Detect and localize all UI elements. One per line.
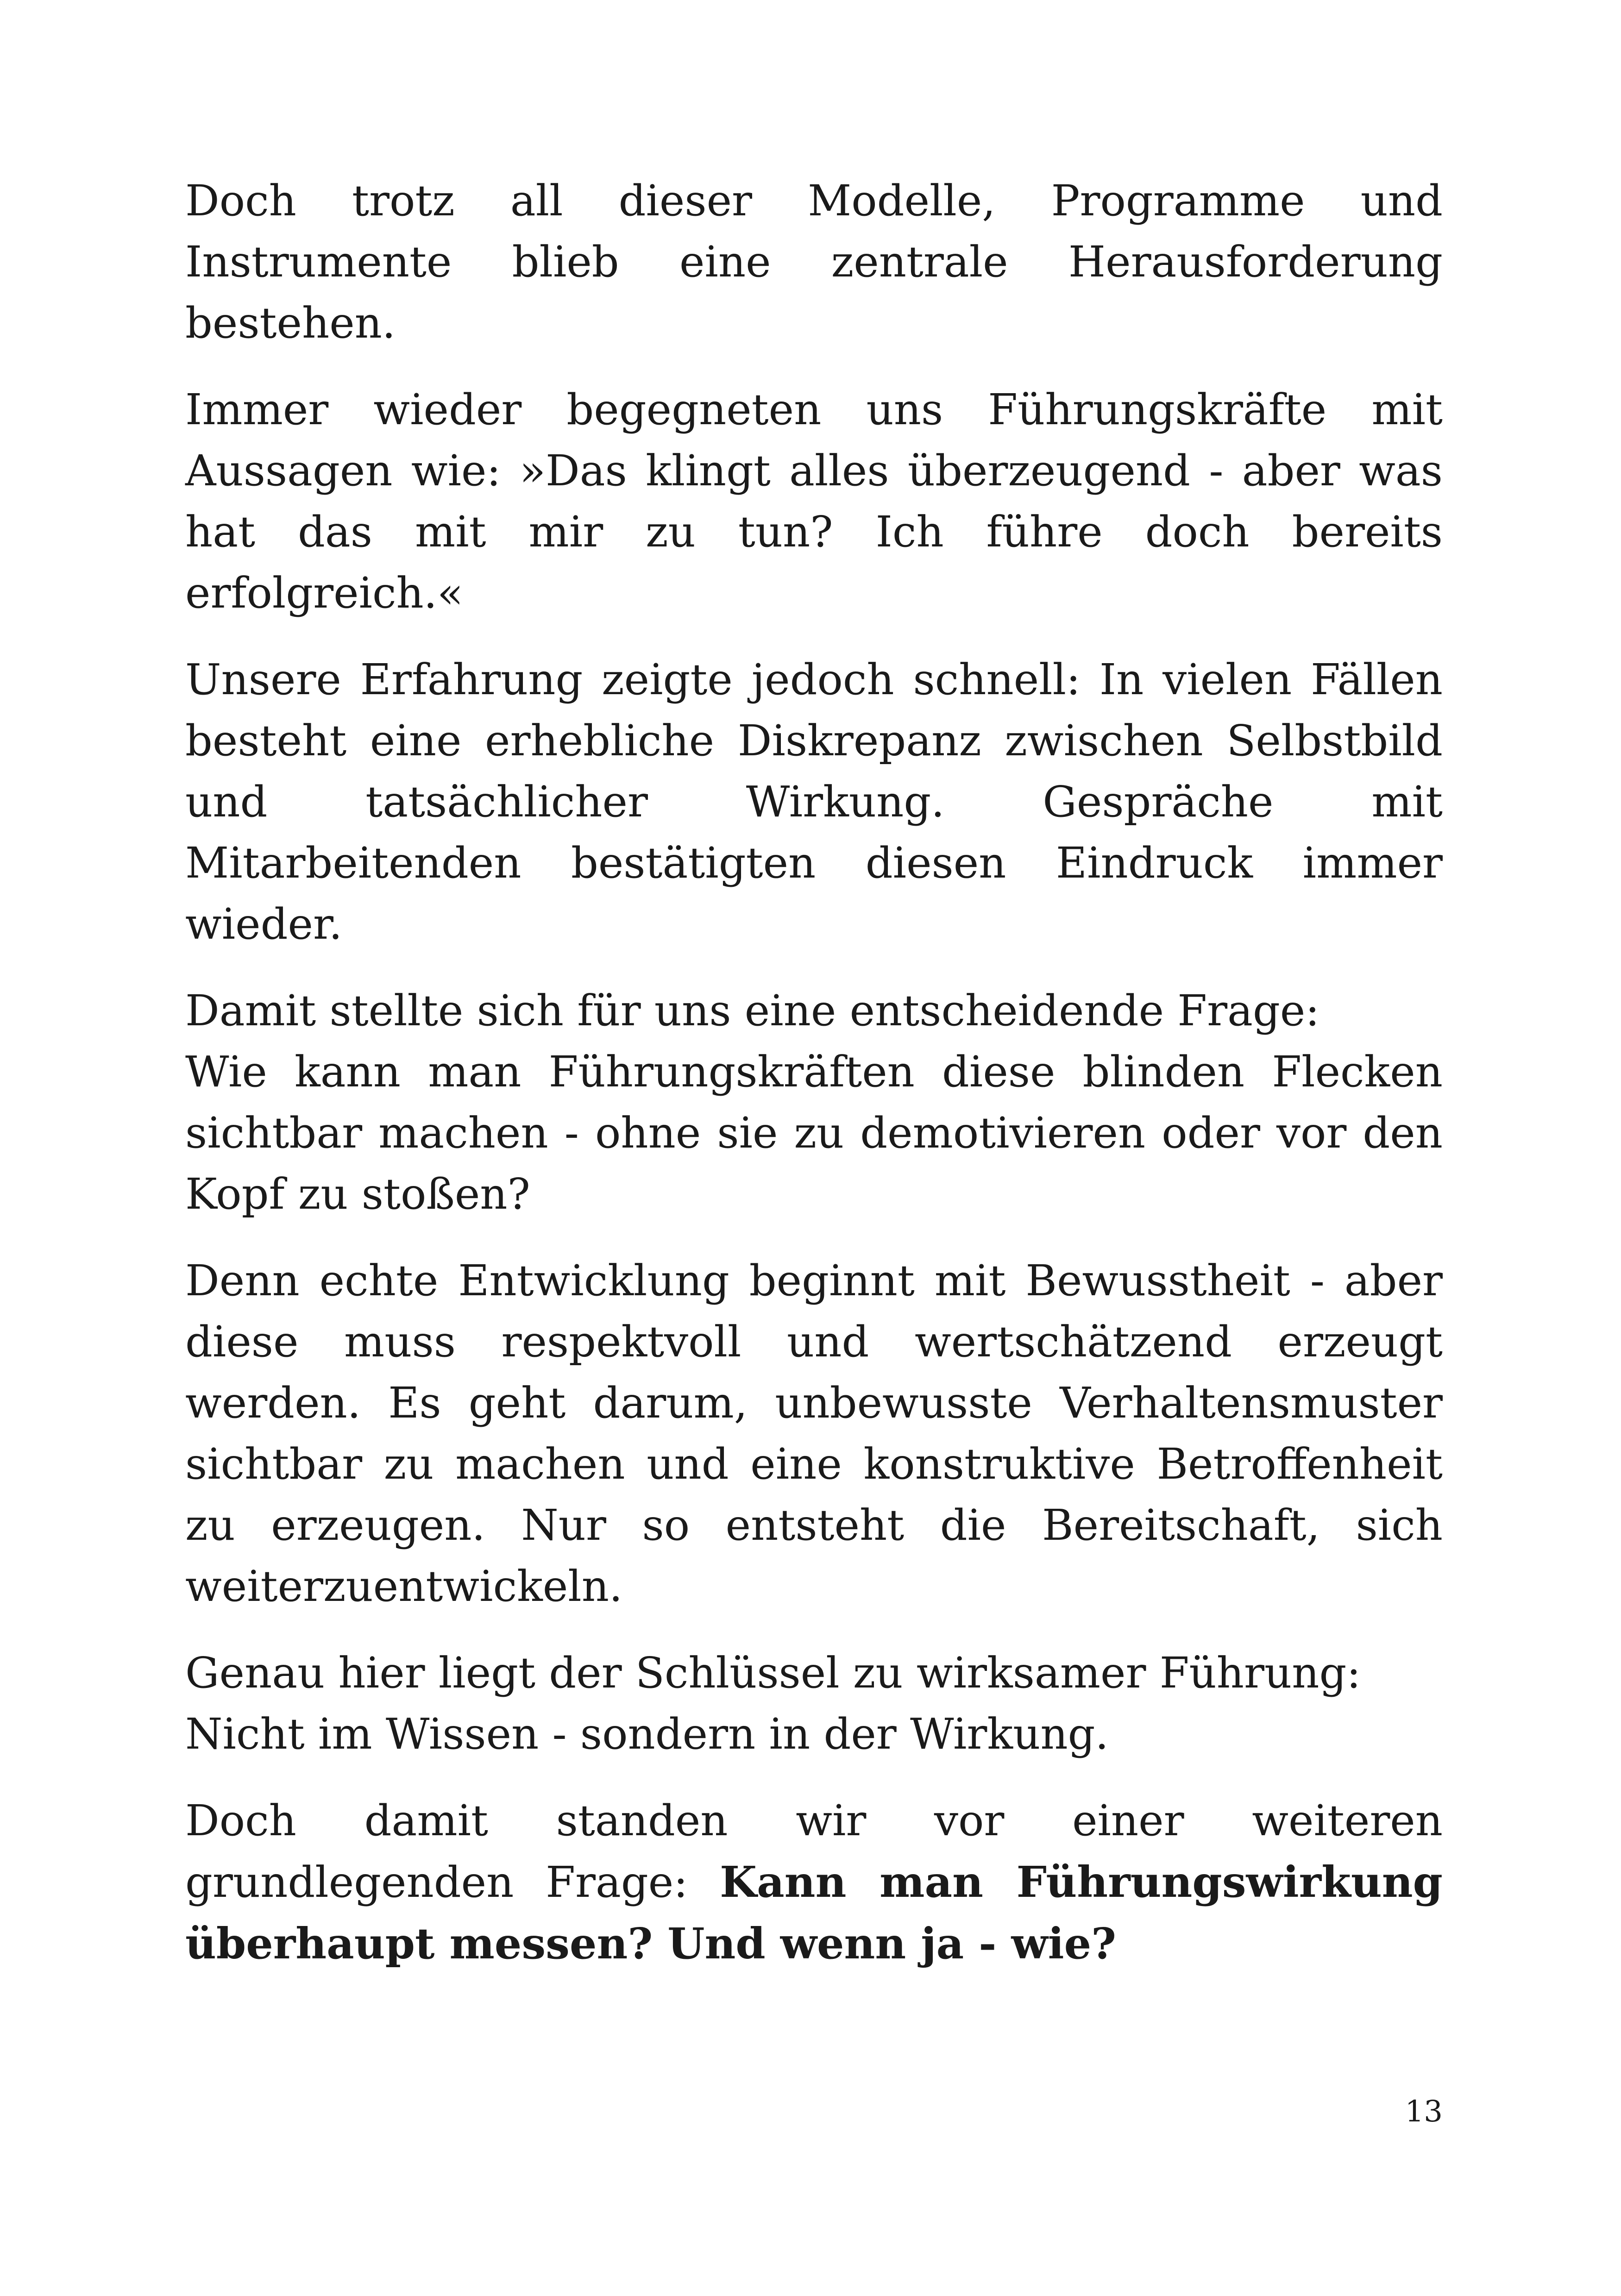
paragraph-7 bbox=[185, 1790, 1443, 1975]
paragraph-1: Doch trotz all dieser Modelle, Programme und Instrumente blieb eine zentrale Herausforderung bestehen. bbox=[185, 176, 1443, 348]
paragraph-6-line-1: Genau hier liegt der Schlüssel zu wirksamer Führung: bbox=[185, 1648, 1361, 1698]
paragraph-4-line-1: Damit stellte sich für uns eine entscheidende Frage: bbox=[185, 986, 1320, 1035]
paragraph-5: Denn echte Entwicklung beginnt mit Bewusstheit - aber diese muss respektvoll und wertschätzend erzeugt werden. Es geht darum, unbewusste Verhaltensmuster sichtbar zu machen und eine konstruktive Betroffenheit zu erzeugen. Nur so entsteht die Bereitschaft, sich weiterzuentwickeln. bbox=[185, 1256, 1443, 1611]
body-text bbox=[185, 170, 1443, 2000]
paragraph-7-bold-question: Kann man Führungswirkung überhaupt messen? Und wenn ja - wie? bbox=[185, 1857, 1443, 1969]
paragraph-2: Immer wieder begegneten uns Führungskräfte mit Aussagen wie: »Das klingt alles überzeugend - aber was hat das mit mir zu tun? Ich führe doch bereits erfolgreich.« bbox=[185, 385, 1443, 618]
paragraph-4-line-2: Wie kann man Führungskräften diese blinden Flecken sichtbar machen - ohne sie zu demotivieren oder vor den Kopf zu stoßen? bbox=[185, 1047, 1443, 1219]
paragraph-4 bbox=[185, 980, 1443, 1225]
paragraph-6 bbox=[185, 1643, 1443, 1765]
paragraph-7-lead: Doch damit standen wir vor einer weiteren grundlegenden Frage: bbox=[185, 1796, 1443, 1907]
page-number: 13 bbox=[1405, 2095, 1443, 2129]
paragraph-3: Unsere Erfahrung zeigte jedoch schnell: In vielen Fällen besteht eine erhebliche Diskrepanz zwischen Selbstbild und tatsächlicher Wirkung. Gespräche mit Mitarbeitenden bestätigten diesen Eindruck immer wieder. bbox=[185, 655, 1443, 949]
paragraph-6-line-2: Nicht im Wissen - sondern in der Wirkung. bbox=[185, 1709, 1109, 1759]
